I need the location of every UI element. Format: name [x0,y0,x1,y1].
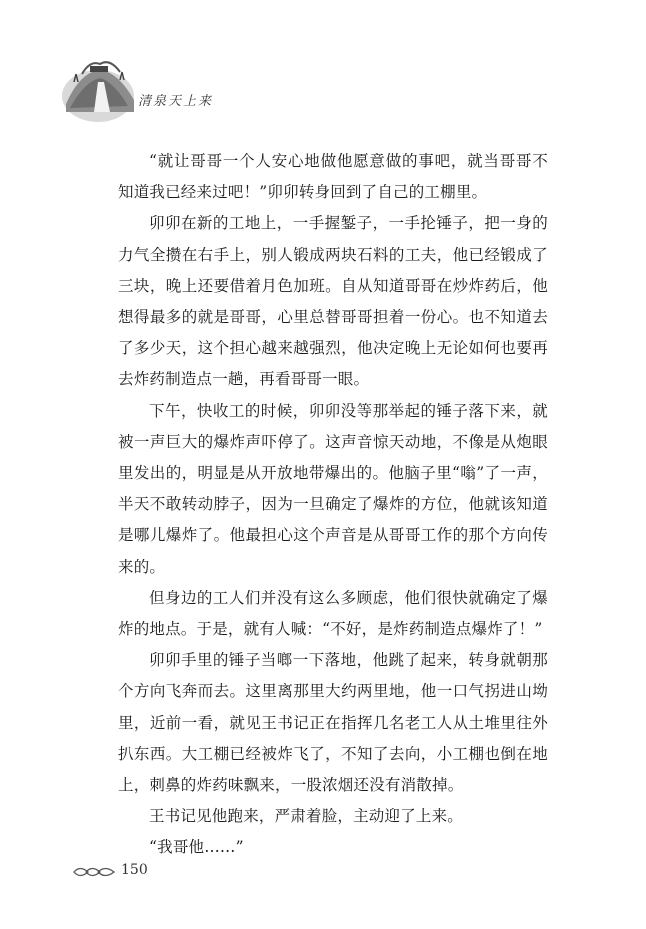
paragraph-5: 卯卯手里的锤子当啷一下落地，他跳了起来，转身就朝那个方向飞奔而去。这里离那里大约两里地，他一口气拐进山坳里，近前一看，就见王书记正在指挥几名老工人从土堆里往外扒东西。大工棚已经被炸飞了，不知了去向，小工棚也倒在地上，刺鼻的炸药味飘来，一股浓烟还没有消散掉。 [118,651,548,795]
leaf-arrow-ornament-icon [72,864,118,880]
mountain-path-icon [60,52,140,124]
paragraph-6: 王书记见他跑来，严肃着脸，主动迎了上来。 [149,807,464,826]
paragraph-2: 卯卯在新的工地上，一手握錾子，一手抡锤子，把一身的力气全攒在右手上，别人锻成两块石料的工夫，他已经锻成了三块，晚上还要借着月色加班。自从知道哥哥在炒炸药后，他想得最多的就是哥哥，心里总替哥哥担着一份心。也不知道去了多少天，这个担心越来越强烈，他决定晚上无论如何也要再去炸药制造点一趟，再看哥哥一眼。 [118,214,548,389]
page-number: 150 [121,862,148,878]
paragraph-7: “我哥他……” [149,838,244,857]
paragraph-3: 下午，快收工的时候，卯卯没等那举起的锤子落下来，就被一声巨大的爆炸声吓停了。这声音惊天动地，不像是从炮眼里发出的，明显是从开放地带爆出的。他脑子里“嗡”了一声，半天不敢转动脖子，因为一旦确定了爆炸的方位，他就该知道是哪儿爆炸了。他最担心这个声音是从哥哥工作的那个方向传来的。 [118,401,548,576]
paragraph-1: “就让哥哥一个人安心地做他愿意做的事吧，就当哥哥不知道我已经来过吧！”卯卯转身回到了自己的工棚里。 [118,152,548,202]
running-header-title: 清泉天上来 [138,94,214,109]
paragraph-4: 但身边的工人们并没有这么多顾虑，他们很快就确定了爆炸的地点。于是，就有人喊：“不好，是炸药制造点爆炸了！” [118,588,548,639]
body-text [118,146,548,864]
